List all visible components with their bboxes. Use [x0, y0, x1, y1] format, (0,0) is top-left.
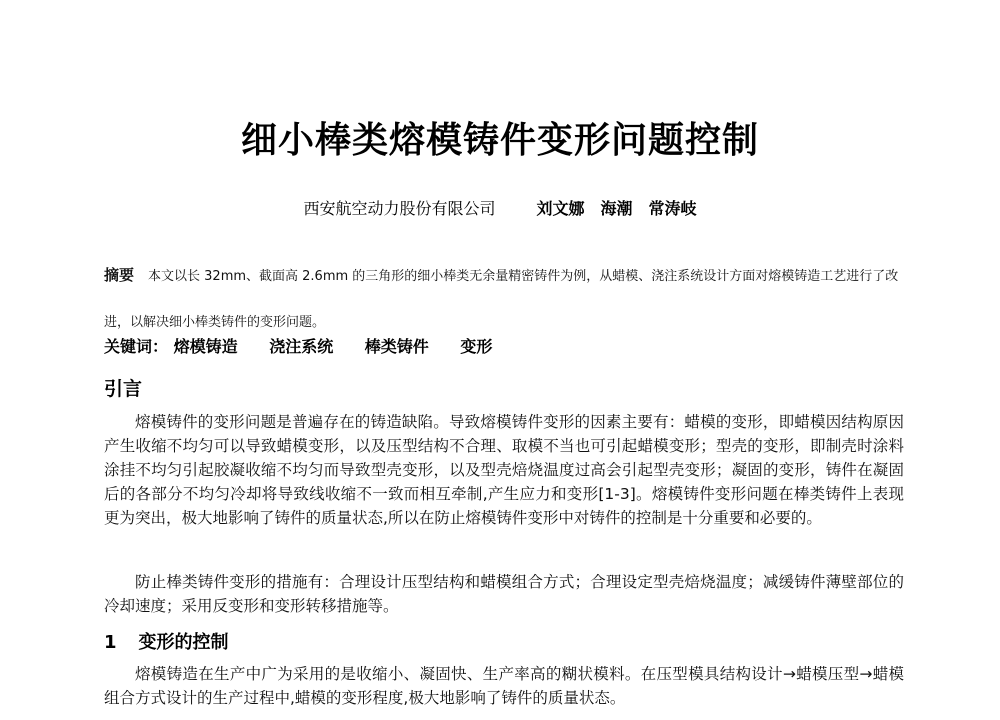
intro-paragraph-2: 防止棒类铸件变形的措施有：合理设计压型结构和蜡模组合方式；合理设定型壳焙烧温度；减缓铸件薄壁部位的冷却速度；采用反变形和变形转移措施等。 — [104, 573, 904, 615]
keyword-item: 浇注系统 — [269, 337, 334, 356]
abstract-text: 本文以长 32mm、截面高 2.6mm 的三角形的细小棒类无余量精密铸件为例，从蜡模、浇注系统设计方面对熔模铸造工艺进行了改进，以解决细小棒类铸件的变形问题。 — [104, 269, 899, 330]
author-organization: 西安航空动力股份有限公司 — [303, 199, 496, 218]
abstract-label: 摘要 — [104, 266, 135, 284]
keywords-label: 关键词： — [104, 337, 169, 356]
abstract — [104, 252, 902, 346]
intro-paragraph-1: 熔模铸件的变形问题是普遍存在的铸造缺陷。导致熔模铸件变形的因素主要有：蜡模的变形，即蜡模因结构原因产生收缩不均匀可以导致蜡模变形，以及压型结构不合理、取模不当也可引起蜡模变形；型壳的变形，即制壳时涂料涂挂不均匀引起胶凝收缩不均匀而导致型壳变形，以及型壳焙烧温度过高会引起型壳变形；凝固的变形，铸件在凝固后的各部分不均匀冷却将导致线收缩不一致而相互牵制,产生应力和变形[1-3]。熔模铸件变形问题在棒类铸件上表现更为突出，极大地影响了铸件的质量状态,所以在防止熔模铸件变形中对铸件的控制是十分重要和必要的。 — [104, 413, 904, 527]
intro-heading: 引言 — [104, 378, 143, 400]
keyword-item: 熔模铸造 — [173, 337, 238, 356]
section-1-heading — [104, 628, 229, 654]
section-title: 变形的控制 — [138, 632, 229, 653]
author-line — [0, 196, 1000, 219]
keyword-item: 变形 — [460, 337, 493, 356]
keywords — [104, 334, 904, 357]
keyword-item: 棒类铸件 — [364, 337, 429, 356]
section-number: 1 — [104, 632, 117, 653]
paper-title: 细小棒类熔模铸件变形问题控制 — [240, 120, 759, 161]
author-names: 刘文娜 海潮 常涛岐 — [536, 199, 697, 218]
section-1-paragraph: 熔模铸造在生产中广为采用的是收缩小、凝固快、生产率高的糊状模料。在压型模具结构设计→蜡模压型→蜡模组合方式设计的生产过程中,蜡模的变形程度,极大地影响了铸件的质量状态。 — [104, 665, 904, 707]
